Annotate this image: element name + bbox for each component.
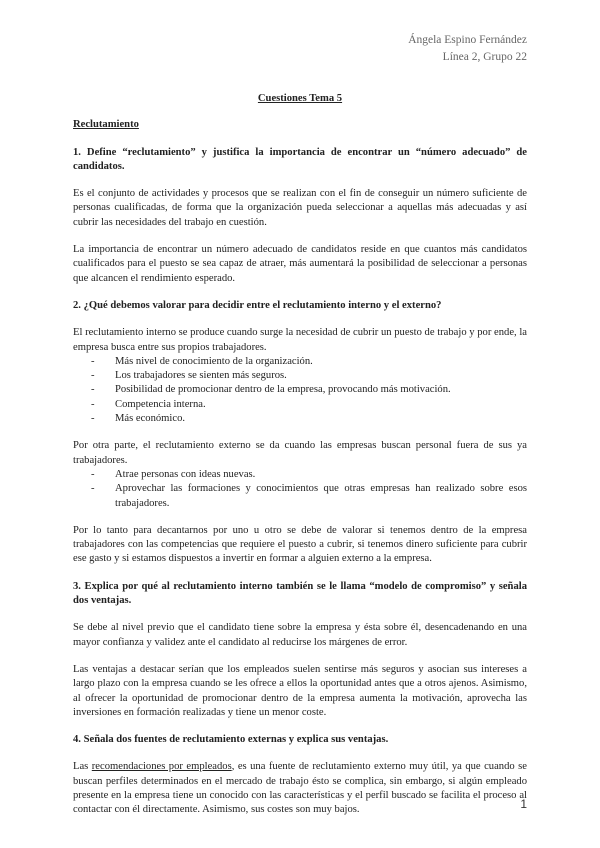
- group-label: Línea 2, Grupo 22: [442, 51, 527, 63]
- answer-1-paragraph-1: Es el conjunto de actividades y procesos que se realizan con el fin de conseguir un número suficiente de personas cualificadas, de forma que la organización pueda seleccionar a aquellas más adecuadas y así cubrir las necesidades del trabajo en cuestión.: [73, 188, 527, 228]
- external-recruitment-list: [73, 468, 527, 511]
- internal-recruitment-list: [73, 355, 527, 426]
- section-heading: Reclutamiento: [73, 119, 139, 131]
- answer-1-paragraph-2: La importancia de encontrar un número adecuado de candidatos reside en que cuantos más candidatos cualificados para el puesto se sea capaz de atraer, más aumentará la posibilidad de seleccionar a personas que alcancen el rendimiento esperado.: [73, 244, 527, 284]
- question-1: 1. Define “reclutamiento” y justifica la importancia de encontrar un “número adecuado” de candidatos.: [73, 146, 527, 172]
- question-3: 3. Explica por qué al reclutamiento interno también se le llama “modelo de compromiso” y señala dos ventajas.: [73, 580, 527, 607]
- list-item: - Más económico.: [91, 413, 186, 425]
- answer-4-paragraph-1: Las recomendaciones por empleados, es una fuente de reclutamiento externo muy útil, ya que cuando se buscan perfiles determinados en el mercado de trabajo ésto se complica, sin embargo, si algún empleado presente en la empresa tiene un conocido con las características y el perfil buscado se facilita el proceso al contactar con él directamente. Asimismo, sus costes son muy bajos.: [73, 761, 527, 816]
- author-name: Ángela Espino Fernández: [408, 34, 527, 46]
- answer-2-paragraph-1: El reclutamiento interno se produce cuando surge la necesidad de cubrir un puesto de trabajo y por ende, la empresa busca entre sus propios trabajadores.: [73, 327, 527, 353]
- document-title: Cuestiones Tema 5: [257, 93, 343, 104]
- list-item: - Competencia interna.: [91, 398, 206, 410]
- list-item: - Los trabajadores se sienten más seguros.: [91, 370, 287, 382]
- question-2: 2. ¿Qué debemos valorar para decidir entre el reclutamiento interno y el externo?: [73, 299, 442, 311]
- underlined-term: recomendaciones por empleados: [91, 761, 232, 773]
- list-item: - Atrae personas con ideas nuevas.: [91, 468, 256, 480]
- answer-2-paragraph-2: Por otra parte, el reclutamiento externo se da cuando las empresas buscan personal fuera de sus ya trabajadores.: [73, 440, 527, 466]
- question-4: 4. Señala dos fuentes de reclutamiento externas y explica sus ventajas.: [73, 734, 389, 746]
- list-item: - Más nivel de conocimiento de la organización.: [91, 355, 313, 367]
- document-body: [73, 92, 527, 831]
- page-header: [408, 32, 527, 66]
- answer-3-paragraph-1: Se debe al nivel previo que el candidato tiene sobre la empresa y ésta sobre él, desencadenando en una mayor confianza y validez ante el candidato al reducirse los márgenes de error.: [73, 622, 527, 648]
- answer-2-paragraph-3: Por lo tanto para decantarnos por uno u otro se debe de valorar si tenemos dentro de la empresa trabajadores con las competencias que requiere el puesto a cubrir, si tenemos dinero suficiente para cubrir ese gasto y si estamos dispuestos a invertir en formar a alguien externo a la empresa.: [73, 524, 527, 565]
- list-item: - Aprovechar las formaciones y conocimientos que otras empresas han realizado sobre esos trabajadores.: [91, 483, 527, 509]
- answer-3-paragraph-2: Las ventajas a destacar serían que los empleados suelen sentirse más seguros y asocian sus intereses a largo plazo con la empresa cuando se les ofrece a ellos la oportunidad antes que a otros ajenos. Asimismo, al ofrecer la oportunidad de promocionar dentro de la empresa aumenta la motivación, aprovecha las inversiones en formación realizadas y tiene un menor coste.: [73, 663, 527, 718]
- page-number: 1: [520, 797, 527, 811]
- list-item: - Posibilidad de promocionar dentro de la empresa, provocando más motivación.: [91, 384, 451, 396]
